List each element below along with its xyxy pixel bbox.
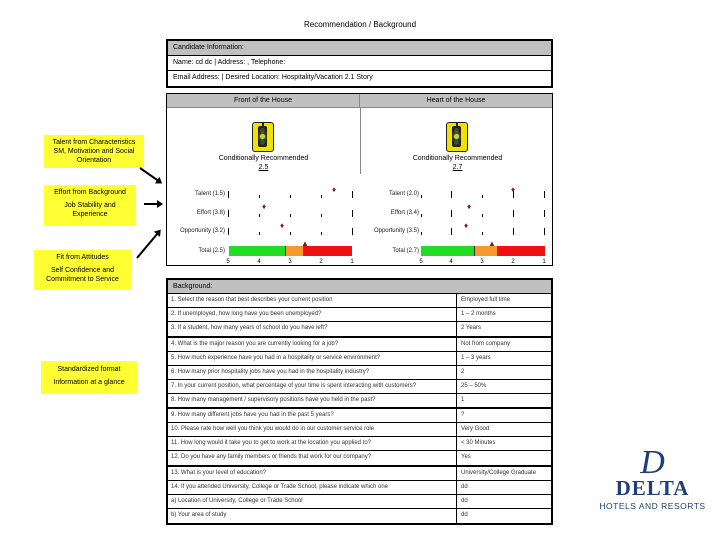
marker-opportunity: ♦ [280,221,285,230]
background-table [166,278,553,525]
marker-opportunity: ♦ [464,221,469,230]
marker-effort: ♦ [262,202,267,211]
table-row: 9. How many different jobs have you had in the past 5 years? ? [168,409,551,423]
heart-recommendation-label: Conditionally Recommended [412,155,503,162]
table-row: 5. How much experience have you had in a hospitality or service environment? 1 – 3 years [168,352,551,366]
table-row: 14. If you attended University, College or Trade School, please indicate which one dd [168,481,551,495]
traffic-light-icon [446,122,468,152]
column-heart-of-house: Heart of the House [426,97,486,104]
delta-logo [590,444,715,511]
scores-header [167,94,552,108]
arrow-talent-icon [139,167,161,183]
table-row: b) Your area of study dd [168,509,551,523]
column-front-of-house: Front of the House [167,94,360,107]
heart-score-chart: Talent (2.0) Effort (3.4) Opportunity (3.5) Total (2.7) ♦ ♦ ♦ ▲ 5 4 3 2 1 [361,186,554,266]
marker-effort: ♦ [467,202,472,211]
talent-annotation: Talent from Characteristics SM, Motivation and Social Orientation [44,135,144,168]
chart-label-total: Total (2.5) [198,248,225,254]
table-row: 7. In your current position, what percentage of your time is spent interacting with customers? 25 – 50% [168,380,551,394]
background-header: Background: [168,280,551,294]
table-row: 3. If a student, how many years of school do you have left? 2 Years [168,322,551,338]
chart-label-opportunity: Opportunity (3.5) [373,228,419,234]
marker-talent: ♦ [511,185,516,194]
front-score: 2.5 [258,164,269,171]
chart-label-total: Total (2.7) [392,248,419,254]
table-row: 10. Please rate how well you think you would do in our customer service role Very Good [168,423,551,437]
chart-label-opportunity: Opportunity (3.2) [179,228,225,234]
heart-of-house-panel [361,108,554,265]
scores-panel [166,93,553,266]
logo-name: DELTA [615,476,690,500]
marker-total: ▲ [301,239,309,248]
arrow-fit-icon [136,231,160,259]
format-annotation: Standardized format Information at a glance [41,361,137,394]
front-score-chart: Talent (1.5) Effort (3.8) Opportunity (3.2) Total (2.5) ♦ ♦ ♦ ▲ 5 4 3 2 1 [167,186,360,266]
traffic-light-icon [252,122,274,152]
marker-total: ▲ [488,239,496,248]
heart-score: 2.7 [452,164,463,171]
table-row: 1. Select the reason that best describes your current position Employed full time [168,294,551,308]
arrow-effort-icon [144,203,161,205]
chart-label-talent: Talent (1.5) [194,191,225,197]
candidate-contact-row: Name: cd dc | Address: , Telephone: [168,56,551,71]
effort-annotation: Effort from Background Job Stability and Experience [44,185,136,226]
candidate-info-table [166,39,553,88]
table-row: 4. What is the major reason you are currently looking for a job? Not from company [168,338,551,352]
front-recommendation-label: Conditionally Recommended [218,155,309,162]
table-row: 13. What is your level of education? University/College Graduate [168,467,551,481]
marker-talent: ♦ [332,185,337,194]
delta-mark-icon: D [640,444,665,481]
logo-tagline: HOTELS AND RESORTS [599,501,706,511]
table-row: 2. If unemployed, how long have you been unemployed? 1 – 2 months [168,308,551,322]
front-of-house-panel [167,108,360,265]
page-title: Recommendation / Background [303,20,417,29]
table-row: 11. How long would it take you to get to work at the location you applied to? < 30 Minutes [168,437,551,451]
fit-annotation: Fit from Attitudes Self Confidence and Commitment to Service [34,250,131,290]
table-row: 8. How many management / supervisory positions have you held in the past? 1 [168,394,551,410]
table-row: 6. How many prior hospitality jobs have you had in the hospitality industry? 2 [168,366,551,380]
table-row: 12. Do you have any family members or friends that work for our company? Yes [168,451,551,467]
chart-label-effort: Effort (3.4) [390,210,419,216]
chart-label-talent: Talent (2.0) [388,191,419,197]
chart-label-effort: Effort (3.8) [196,210,225,216]
candidate-info-header: Candidate Information: [168,41,551,56]
candidate-location-row: Email Address: | Desired Location: Hospitality/Vacation 2.1 Story [173,74,373,81]
table-row: a) Location of University, College or Trade School dd [168,495,551,509]
